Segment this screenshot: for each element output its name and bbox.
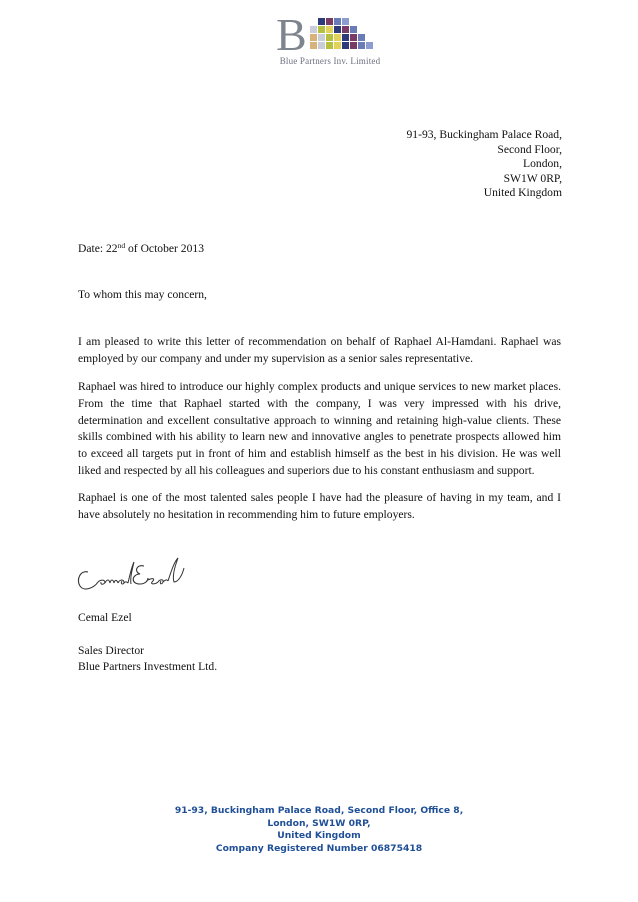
logo-color-grid: [310, 18, 374, 56]
sender-address: [406, 128, 562, 201]
footer-line: London, SW1W 0RP,: [267, 817, 371, 829]
logo-color-square: [342, 18, 349, 25]
logo-color-square: [318, 34, 325, 41]
logo-color-square: [318, 26, 325, 33]
body-paragraph-1: I am pleased to write this letter of recommendation on behalf of Raphael Al-Hamdani. Raphael was employed by our company and under my supervision as a senior sales representative.: [78, 335, 561, 365]
signatory-company: Blue Partners Investment Ltd.: [78, 660, 218, 673]
body-paragraph-2: Raphael was hired to introduce our highly complex products and unique services to new market places. From the time that Raphael started with the company, I was very impressed with his drive, determination and excellent consultative approach to winning and retaining high-value clients. These skills combined with his ability to learn new and innovative angles to penetrate prospects allowed him to exceed all targets put in front of him and establish himself as the best in his division. He was well liked and respected by all his colleagues and superiors due to his constant enthusiasm and support.: [78, 380, 561, 477]
footer-line: 91-93, Buckingham Palace Road, Second Floor, Office 8,: [174, 805, 464, 816]
logo-color-square: [326, 42, 333, 49]
signatory-name: Cemal Ezel: [78, 611, 132, 624]
salutation: To whom this may concern,: [78, 288, 207, 301]
logo-color-square: [318, 18, 325, 25]
logo-color-square: [326, 26, 333, 33]
logo-color-square: [342, 34, 349, 41]
letter-date: [78, 238, 204, 258]
footer-line: Company Registered Number 06875418: [215, 842, 423, 854]
footer-address: [0, 805, 638, 855]
logo-company-name: Blue Partners Inv. Limited: [279, 56, 381, 66]
logo-color-square: [358, 34, 365, 41]
logo-color-square: [358, 42, 365, 49]
address-line: 91-93, Buckingham Palace Road,: [406, 128, 562, 141]
logo-color-square: [310, 34, 317, 41]
logo-letter: B: [276, 9, 307, 60]
logo-color-square: [310, 42, 317, 49]
logo-color-square: [318, 42, 325, 49]
logo-color-square: [326, 34, 333, 41]
logo-color-square: [350, 42, 357, 49]
signatory-title: Sales Director: [78, 644, 144, 657]
logo-color-square: [350, 26, 357, 33]
address-line: United Kingdom: [483, 186, 562, 200]
body-paragraph-3: Raphael is one of the most talented sales people I have had the pleasure of having in my team, and I have absolutely no hesitation in recommending him to future employers.: [78, 491, 561, 521]
date-prefix: Date: 22: [78, 242, 118, 255]
logo-color-square: [334, 34, 341, 41]
date-rest: of October 2013: [125, 242, 204, 255]
handwritten-signature: [74, 552, 186, 600]
logo-color-square: [334, 42, 341, 49]
company-logo: [270, 9, 390, 72]
logo-color-square: [310, 26, 317, 33]
address-line: London,: [523, 157, 562, 171]
address-line: SW1W 0RP,: [503, 171, 562, 185]
address-line: Second Floor,: [497, 142, 562, 156]
logo-color-square: [334, 18, 341, 25]
logo-color-square: [326, 18, 333, 25]
logo-color-square: [334, 26, 341, 33]
logo-color-square: [366, 42, 373, 49]
date-ordinal: nd: [117, 241, 126, 250]
logo-color-square: [350, 34, 357, 41]
logo-color-square: [342, 26, 349, 33]
footer-line: United Kingdom: [277, 830, 361, 842]
logo-color-square: [342, 42, 349, 49]
